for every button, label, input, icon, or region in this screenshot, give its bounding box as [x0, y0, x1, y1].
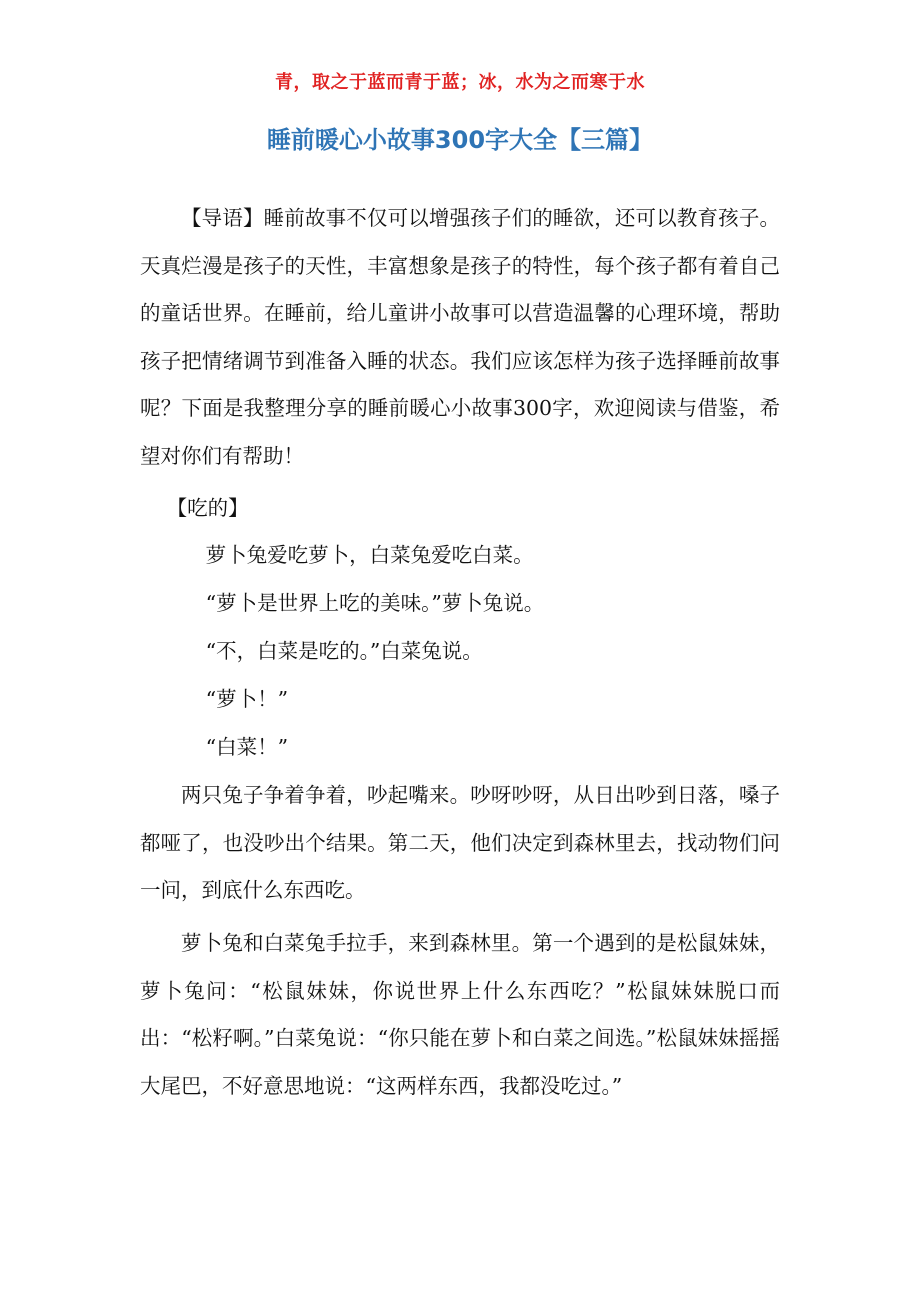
story-paragraph: 萝卜兔爱吃萝卜，白菜兔爱吃白菜。 [205, 543, 534, 567]
header-motto: 青，取之于蓝而青于蓝；冰，水为之而寒于水 [275, 72, 645, 93]
intro-paragraph: 【导语】睡前故事不仅可以增强孩子们的睡欲，还可以教育孩子。天真烂漫是孩子的天性，丰富想象是孩子的特性，每个孩子都有着自己的童话世界。在睡前，给儿童讲小故事可以营造温馨的心理环境，帮助孩子把情绪调节到准备入睡的状态。我们应该怎样为孩子选择睡前故事呢？下面是我整理分享的睡前暖心小故事300字，欢迎阅读与借鉴，希望对你们有帮助！ [140, 206, 780, 468]
story-paragraph: 两只兔子争着争着，吵起嘴来。吵呀吵呀，从日出吵到日落，嗓子都哑了，也没吵出个结果。第二天，他们决定到森林里去，找动物们问一问，到底什么东西吃。 [140, 783, 780, 902]
section-heading: 【吃的】 [166, 496, 249, 520]
story-paragraph: “白菜！” [205, 735, 289, 759]
story-paragraph: “萝卜！” [205, 687, 289, 711]
story-paragraph: “不，白菜是吃的。”白菜兔说。 [205, 639, 483, 663]
document-title: 睡前暖心小故事300字大全【三篇】 [266, 126, 654, 154]
story-paragraph: “萝卜是世界上吃的美味。”萝卜兔说。 [205, 591, 545, 615]
story-paragraph: 萝卜兔和白菜兔手拉手，来到森林里。第一个遇到的是松鼠妹妹，萝卜兔问：“松鼠妹妹，你说世界上什么东西吃？”松鼠妹妹脱口而出：“松籽啊。”白菜兔说：“你只能在萝卜和白菜之间选。”松鼠妹妹摇摇大尾巴，不好意思地说：“这两样东西，我都没吃过。” [140, 931, 780, 1098]
